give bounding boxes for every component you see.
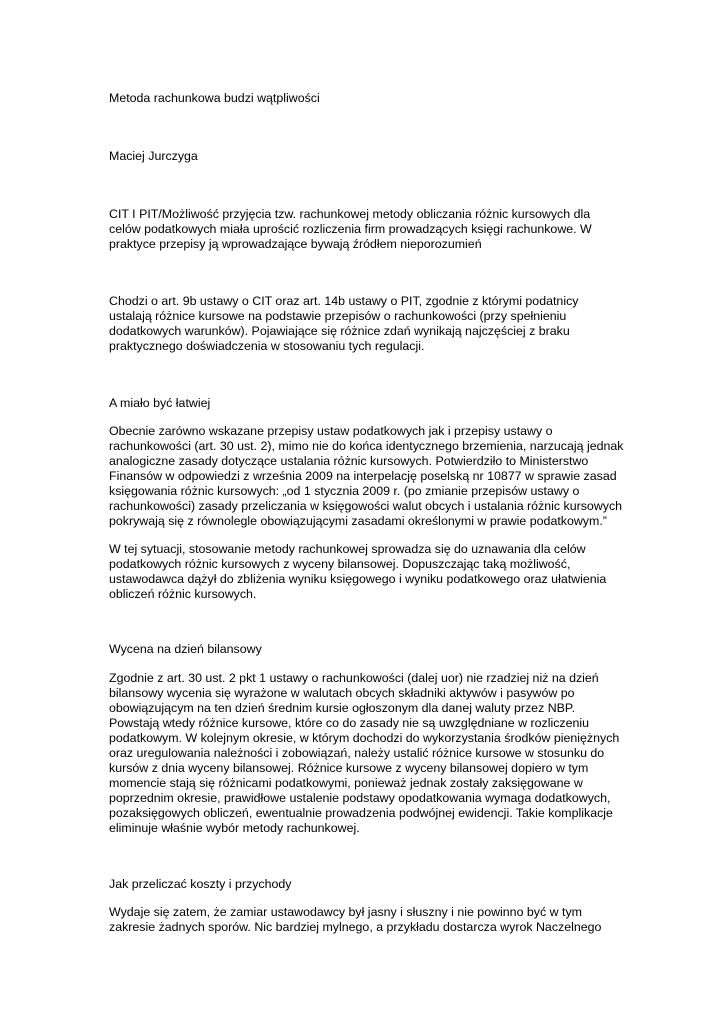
paragraph-line: oraz uregulowania należności i zobowiązań, należy ustalić różnice kursowe w stosunku do: [109, 746, 605, 760]
intro-line: ustalają różnice kursowe na podstawie przepisów o rachunkowości (przy spełnieniu: [109, 309, 567, 323]
paragraph-line: podatkowym. W kolejnym okresie, w którym dochodzi do wykorzystania środków pieniężnych: [109, 731, 620, 745]
lead-line: CIT I PIT/Możliwość przyjęcia tzw. rachunkowej metody obliczania różnic kursowych dla: [109, 207, 591, 221]
paragraph-line: analogiczne zasady dotyczące ustalania różnic kursowych. Potwierdziło to Ministerstwo: [109, 454, 589, 468]
section-heading: Wycena na dzień bilansowy: [109, 642, 262, 656]
paragraph-line: księgowania różnic kursowych: „od 1 stycznia 2009 r. (po zmianie przepisów ustawy o: [109, 484, 580, 498]
paragraph-line: eliminuje właśnie wybór metody rachunkowej.: [109, 821, 360, 835]
paragraph-line: kursów z dnia wyceny bilansowej. Różnice kursowe z wyceny bilansowej dopiero w tym: [109, 761, 589, 775]
paragraph-line: Zgodnie z art. 30 ust. 2 pkt 1 ustawy o rachunkowości (dalej uor) nie rzadziej niż na dzień: [109, 671, 599, 685]
lead-line: praktyce przepisy ją wprowadzające bywają źródłem nieporozumień: [109, 237, 482, 251]
paragraph-line: zakresie żadnych sporów. Nic bardziej mylnego, a przykładu dostarcza wyrok Naczelnego: [109, 920, 602, 934]
paragraph-line: Obecnie zarówno wskazane przepisy ustaw podatkowych jak i przepisy ustawy o: [109, 424, 553, 438]
paragraph-line: obliczeń różnic kursowych.: [109, 587, 257, 601]
paragraph-line: pozaksięgowych obliczeń, ewentualnie prowadzenia podwójnej ewidencji. Takie komplikacje: [109, 806, 613, 820]
lead-line: celów podatkowych miała uprościć rozliczenia firm prowadzących księgi rachunkowe. W: [109, 222, 592, 236]
intro-line: Chodzi o art. 9b ustawy o CIT oraz art. 14b ustawy o PIT, zgodnie z którymi podatnicy: [109, 294, 579, 308]
paragraph-line: ustawodawca dążył do zbliżenia wyniku księgowego i wyniku podatkowego oraz ułatwienia: [109, 572, 607, 586]
paragraph-line: podatkowych różnic kursowych z wyceny bilansowej. Dopuszczając taką możliwość,: [109, 557, 571, 571]
paragraph-line: W tej sytuacji, stosowanie metody rachunkowej sprowadza się do uznawania dla celów: [109, 542, 586, 556]
paragraph-line: obowiązującym na ten dzień średnim kursie ogłoszonym dla danej waluty przez NBP.: [109, 701, 576, 715]
paragraph-line: Wydaje się zatem, że zamiar ustawodawcy był jasny i słuszny i nie powinno być w tym: [109, 905, 582, 919]
paragraph-line: momencie stają się różnicami podatkowymi, ponieważ jednak zostały zaksięgowane w: [109, 776, 583, 790]
paragraph-line: poprzednim okresie, prawidłowe ustalenie podstawy opodatkowania wymaga dodatkowych,: [109, 791, 611, 805]
paragraph-line: bilansowy wycenia się wyrażone w walutach obcych składniki aktywów i pasywów po: [109, 686, 575, 700]
document-author: Maciej Jurczyga: [109, 149, 198, 163]
paragraph-line: Finansów w odpowiedzi z września 2009 na interpelację poselską nr 10877 w sprawie zasad: [109, 469, 617, 483]
section-heading: Jak przeliczać koszty i przychody: [109, 877, 292, 891]
section-heading: A miało być łatwiej: [109, 396, 211, 410]
paragraph-line: pokrywają się z równolegle obowiązującymi zasadami określonymi w prawie podatkowym.”: [109, 514, 607, 528]
intro-line: praktycznego doświadczenia w stosowaniu tych regulacji.: [109, 339, 425, 353]
paragraph-line: rachunkowości (art. 30 ust. 2), mimo nie do końca identycznego brzemienia, narzucają jednak: [109, 439, 624, 453]
document-title: Metoda rachunkowa budzi wątpliwości: [109, 91, 320, 105]
intro-line: dodatkowych warunków). Pojawiające się różnice zdań wynikają najczęściej z braku: [109, 324, 570, 338]
paragraph-line: rachunkowości) zasady przeliczania w księgowości walut obcych i ustalania różnic kursowych: [109, 499, 623, 513]
paragraph-line: Powstają wtedy różnice kursowe, które co do zasady nie są uwzględniane w rozliczeniu: [109, 716, 590, 730]
